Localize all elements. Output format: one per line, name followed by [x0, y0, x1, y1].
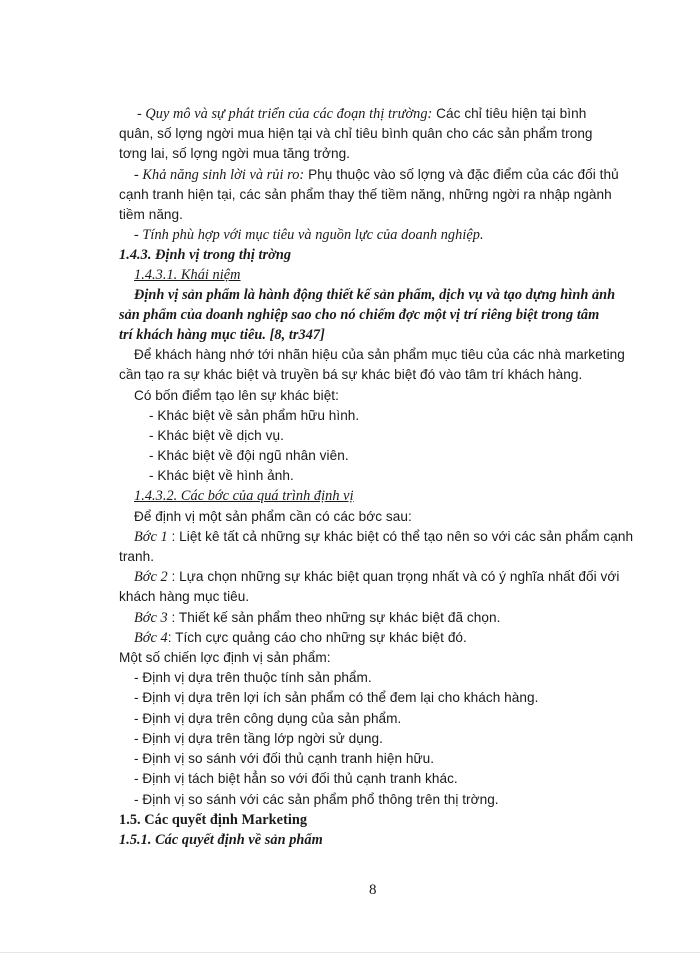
profit-risk-text: Phụ thuộc vào số lợng và đặc điểm của các đối thủ — [304, 167, 619, 182]
strategy-item: - Định vị so sánh với đối thủ cạnh tranh hiện hữu. — [134, 751, 435, 766]
section-1-5-1-heading: 1.5.1. Các quyết định về sản phẩm — [119, 832, 323, 848]
profit-risk-label: - Khả năng sinh lời và rủi ro: — [134, 167, 305, 183]
profit-risk-line-1 — [134, 165, 619, 185]
difference-item: - Khác biệt về hình ảnh. — [149, 468, 294, 483]
size-growth-line-3: tơng lai, số lợng ngời mua tăng trởng. — [119, 146, 351, 161]
strategy-item: - Định vị tách biệt hẳn so với đối thủ cạnh tranh khác. — [134, 771, 458, 786]
size-growth-line-2: quân, số lợng ngời mua hiện tại và chỉ tiêu bình quân cho các sản phẩm trong — [119, 126, 593, 141]
strategy-item: - Định vị dựa trên tầng lớp ngời sử dụng. — [134, 731, 383, 746]
step-1-line-1 — [134, 527, 633, 547]
profit-risk-line-3: tiềm năng. — [119, 207, 183, 222]
concept-heading: 1.4.3.1. Khái niệm — [134, 267, 241, 283]
step-2-line-2: khách hàng mục tiêu. — [119, 589, 250, 604]
definition-line-1: Định vị sản phẩm là hành động thiết kế sản phẩm, dịch vụ và tạo dựng hình ảnh — [134, 287, 616, 303]
step-2-text: : Lựa chọn những sự khác biệt quan trọng nhất và có ý nghĩa nhất đối với — [167, 569, 620, 584]
strategy-item: - Định vị dựa trên thuộc tính sản phẩm. — [134, 670, 372, 685]
difference-item: - Khác biệt về đội ngũ nhân viên. — [149, 448, 349, 463]
size-growth-text: Các chỉ tiêu hiện tại bình — [432, 106, 587, 121]
paragraph-2: cần tạo ra sự khác biệt và truyền bá sự khác biệt đó vào tâm trí khách hàng. — [119, 367, 583, 382]
paragraph-3: Có bốn điểm tạo lên sự khác biệt: — [134, 388, 339, 403]
fit-criterion: - Tính phù hợp với mục tiêu và nguồn lực của doanh nghiệp. — [134, 227, 484, 243]
strategy-item: - Định vị dựa trên công dụng của sản phẩm. — [134, 711, 402, 726]
step-4-label: Bớc 4 — [134, 630, 168, 646]
section-1-4-3-heading: 1.4.3. Định vị trong thị trờng — [119, 247, 292, 263]
profit-risk-line-2: cạnh tranh hiện tại, các sản phẩm thay thế tiềm năng, những ngời ra nhập ngành — [119, 187, 612, 202]
step-3-line — [134, 608, 500, 628]
bottom-divider — [0, 952, 700, 953]
size-growth-label: - Quy mô và sự phát triển của các đoạn thị trường: — [137, 106, 433, 122]
step-2-label: Bớc 2 — [134, 569, 168, 585]
step-4-text: : Tích cực quảng cáo cho những sự khác biệt đó. — [167, 630, 467, 645]
step-1-text: : Liệt kê tất cả những sự khác biệt có thể tạo nên so với các sản phẩm cạnh — [167, 529, 634, 544]
paragraph-1: Để khách hàng nhớ tới nhãn hiệu của sản phẩm mục tiêu của các nhà marketing — [134, 347, 625, 362]
strategies-intro: Một số chiến lợc định vị sản phẩm: — [119, 650, 331, 665]
step-2-line-1 — [134, 567, 619, 587]
page-number: 8 — [369, 882, 377, 898]
size-growth-line-1 — [137, 104, 586, 124]
step-1-line-2: tranh. — [119, 549, 155, 564]
step-3-label: Bớc 3 — [134, 610, 168, 626]
step-3-text: : Thiết kế sản phẩm theo những sự khác biệt đã chọn. — [167, 610, 501, 625]
steps-heading: 1.4.3.2. Các bớc của quá trình định vị — [134, 488, 354, 504]
definition-line-2: sản phẩm của doanh nghiệp sao cho nó chiếm đợc một vị trí riêng biệt trong tâm — [119, 307, 600, 323]
strategy-item: - Định vị dựa trên lợi ích sản phẩm có thể đem lại cho khách hàng. — [134, 690, 539, 705]
step-1-label: Bớc 1 — [134, 529, 168, 545]
steps-intro: Để định vị một sản phẩm cần có các bớc sau: — [134, 509, 412, 524]
definition-line-3: trí khách hàng mục tiêu. [8, tr347] — [119, 327, 325, 343]
strategy-item: - Định vị so sánh với các sản phẩm phổ thông trên thị trờng. — [134, 792, 499, 807]
step-4-line — [134, 628, 467, 648]
difference-item: - Khác biệt về dịch vụ. — [149, 428, 284, 443]
difference-item: - Khác biệt về sản phẩm hữu hình. — [149, 408, 360, 423]
section-1-5-heading: 1.5. Các quyết định Marketing — [119, 812, 308, 828]
